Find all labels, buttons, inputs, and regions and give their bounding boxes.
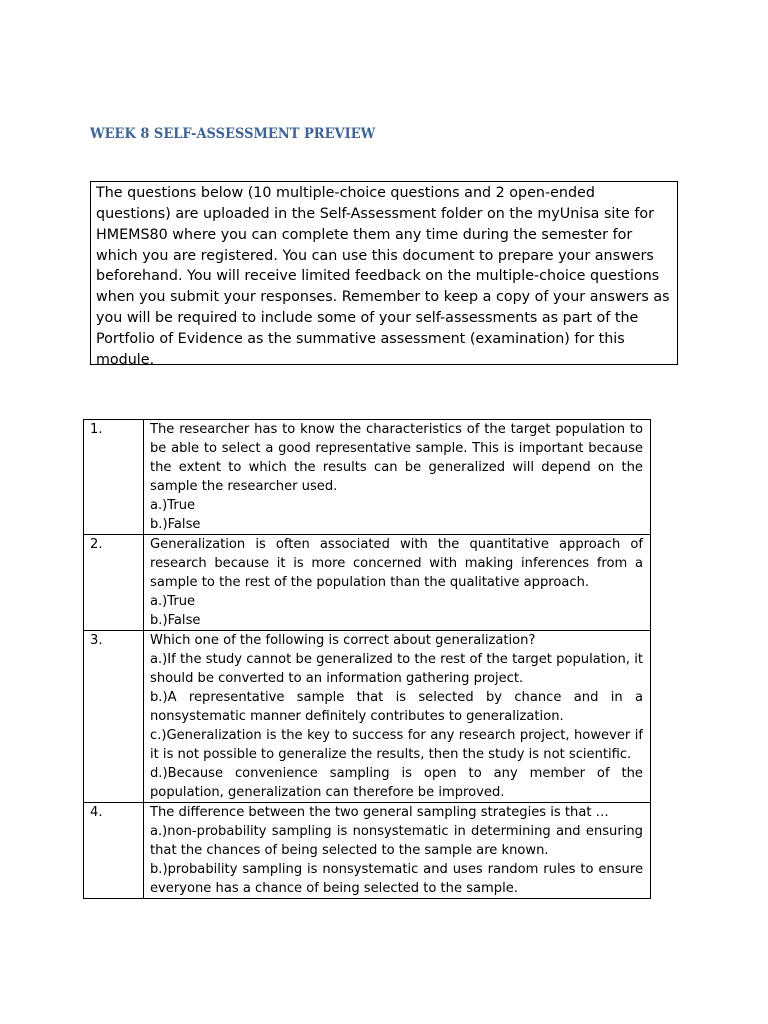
table-row xyxy=(84,803,651,899)
option: b.)A representative sample that is selected by chance and in a nonsystematic manner definitely contributes to generalization. xyxy=(150,690,643,724)
option: c.)Generalization is the key to success for any research project, however if it is not possible to generalize the results, then the study is not scientific. xyxy=(150,728,643,762)
table-row xyxy=(84,420,651,535)
option: b.)False xyxy=(150,517,201,532)
option: a.)True xyxy=(150,594,196,609)
page-title: WEEK 8 SELF-ASSESSMENT PREVIEW xyxy=(90,126,376,142)
question-content xyxy=(144,535,651,631)
question-number: 3. xyxy=(84,631,144,803)
table-row xyxy=(84,535,651,631)
question-number: 4. xyxy=(84,803,144,899)
question-content xyxy=(144,803,651,899)
option: a.)If the study cannot be generalized to the rest of the target population, it should be converted to an information gathering project. xyxy=(150,652,643,686)
intro-box xyxy=(90,181,678,368)
question-content xyxy=(144,420,651,535)
option: b.)probability sampling is nonsystematic and uses random rules to ensure everyone has a chance of being selected to the sample. xyxy=(150,862,643,896)
question-text: Which one of the following is correct about generalization? xyxy=(150,633,536,648)
question-text: The researcher has to know the characteristics of the target population to be able to select a good representative sample. This is important because the extent to which the results can be generalized will depend on the sample the researcher used. xyxy=(150,422,643,494)
question-content xyxy=(144,631,651,803)
option: a.)True xyxy=(150,498,196,513)
option: b.)False xyxy=(150,613,201,628)
option: a.)non-probability sampling is nonsystematic in determining and ensuring that the chances of being selected to the sample are known. xyxy=(150,824,643,858)
question-text: The difference between the two general sampling strategies is that … xyxy=(150,805,609,820)
question-number: 2. xyxy=(84,535,144,631)
question-number: 1. xyxy=(84,420,144,535)
question-text: Generalization is often associated with the quantitative approach of research because it is more concerned with making inferences from a sample to the rest of the population than the qualitative approach. xyxy=(150,537,643,590)
intro-text: The questions below (10 multiple-choice questions and 2 open-ended questions) are uploaded in the Self-Assessment folder on the myUnisa site for HMEMS80 where you can complete them any time during the semester for which you are registered. You can use this document to prepare your answers beforehand. You will receive limited feedback on the multiple-choice questions when you submit your responses. Remember to keep a copy of your answers as you will be required to include some of your self-assessments as part of the Portfolio of Evidence as the summative assessment (examination) for this module. xyxy=(96,185,670,368)
option: d.)Because convenience sampling is open to any member of the population, generalization can therefore be improved. xyxy=(150,766,643,800)
questions-table xyxy=(83,419,651,899)
table-row xyxy=(84,631,651,803)
